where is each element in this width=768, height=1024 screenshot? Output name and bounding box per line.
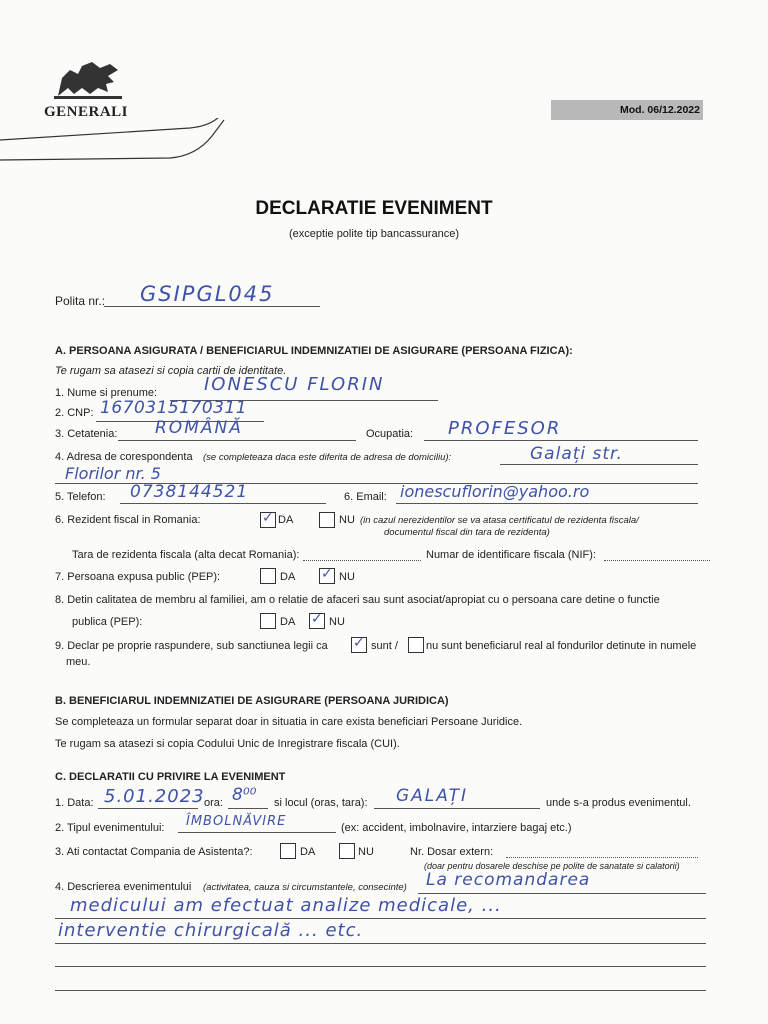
logo-text: GENERALI: [44, 104, 129, 120]
event-hour-value: 8⁰⁰: [232, 785, 257, 805]
dossier-label: Nr. Dosar extern:: [410, 846, 494, 858]
citizenship-value: ROMÂNĂ: [155, 418, 243, 438]
section-a-title: A. PERSOANA ASIGURATA / BENEFICIARUL INDEMNIZATIEI DE ASIGURARE (PERSOANA FIZICA):: [55, 345, 573, 357]
assist-label: 3. Ati contactat Compania de Asistenta?:: [55, 846, 253, 858]
event-place-value: GALAȚI: [396, 786, 469, 806]
event-type-value: ÎMBOLNĂVIRE: [186, 814, 287, 829]
event-date-label: 1. Data:: [55, 797, 94, 809]
address-value-1: Galați str.: [530, 444, 623, 464]
description-rule-2: [55, 918, 706, 919]
policy-number: GSIPGL045: [140, 282, 275, 306]
assist-da-checkbox[interactable]: [280, 843, 296, 859]
declare-sunt-checkbox[interactable]: ✓: [351, 637, 367, 653]
declare-sunt-label: sunt /: [371, 640, 398, 652]
description-note: (activitatea, cauza si circumstantele, consecinte): [203, 882, 407, 893]
cnp-label: 2. CNP:: [55, 407, 94, 419]
pep-nu-label: NU: [339, 571, 355, 583]
event-hour-label: ora:: [204, 797, 223, 809]
phone-label: 5. Telefon:: [55, 491, 106, 503]
fiscal-da-label: DA: [278, 514, 294, 526]
declare-nu-sunt-checkbox[interactable]: [408, 637, 424, 653]
occupation-line: [424, 440, 698, 441]
page-subtitle: (exceptie polite tip bancassurance): [289, 228, 459, 240]
section-a-note: Te rugam sa atasezi si copia cartii de identitate.: [55, 365, 287, 377]
fiscal-da-checkbox[interactable]: ✓: [260, 512, 276, 528]
section-b-line-2: Te rugam sa atasezi si copia Codului Unic de Inregistrare fiscala (CUI).: [55, 738, 400, 750]
dossier-note: (doar pentru dosarele deschise pe polite de sanatate si calatorii): [424, 861, 680, 871]
event-place-line: [374, 808, 540, 809]
fiscal-note-2: documentul fiscal din tara de rezidenta): [384, 527, 550, 538]
assist-da-label: DA: [300, 846, 316, 858]
dossier-line[interactable]: [506, 857, 698, 858]
family-da-label: DA: [280, 616, 296, 628]
family-nu-label: NU: [329, 616, 345, 628]
description-line-2: medicului am efectuat analize medicale, ...: [70, 895, 502, 916]
citizenship-line: [118, 440, 356, 441]
description-line-1: La recomandarea: [426, 870, 591, 890]
occupation-label: Ocupatia:: [366, 428, 414, 440]
description-rule-1: [418, 893, 706, 894]
event-date-value: 5.01.2023: [104, 786, 205, 807]
citizenship-label: 3. Cetatenia:: [55, 428, 118, 440]
section-b-title: B. BENEFICIARUL INDEMNIZATIEI DE ASIGURARE (PERSOANA JURIDICA): [55, 695, 449, 707]
pep-label: 7. Persoana expusa public (PEP):: [55, 571, 221, 583]
name-value: IONESCU FLORIN: [204, 374, 385, 395]
lion-icon: [48, 58, 128, 100]
fiscal-note-1: (in cazul nerezidentilor se va atasa certificatul de rezidenta fiscala/: [360, 515, 639, 526]
family-da-checkbox[interactable]: [260, 613, 276, 629]
assist-nu-label: NU: [358, 846, 374, 858]
tax-country-line[interactable]: [303, 560, 421, 561]
fiscal-nu-checkbox[interactable]: [319, 512, 335, 528]
page-title: DECLARATIE EVENIMENT: [255, 198, 493, 219]
fiscal-nu-label: NU: [339, 514, 355, 526]
event-place-suffix: unde s-a produs evenimentul.: [546, 797, 691, 809]
description-rule-5: [55, 990, 706, 991]
description-line-3: interventie chirurgicală ... etc.: [58, 920, 364, 941]
event-date-line: [98, 808, 198, 809]
family-label-2: publica (PEP):: [72, 616, 143, 628]
description-rule-3: [55, 943, 706, 944]
email-label: 6. Email:: [344, 491, 387, 503]
email-value: ionescuflorin@yahoo.ro: [400, 482, 590, 501]
section-c-title: C. DECLARATII CU PRIVIRE LA EVENIMENT: [55, 771, 286, 783]
event-type-label: 2. Tipul evenimentului:: [55, 822, 165, 834]
address-value-2: Florilor nr. 5: [65, 464, 161, 483]
address-label: 4. Adresa de corespondenta: [55, 451, 193, 463]
pep-nu-checkbox[interactable]: ✓: [319, 568, 335, 584]
policy-line: [104, 306, 320, 307]
address-line-1: [500, 464, 698, 465]
tax-country-label: Tara de rezidenta fiscala (alta decat Romania):: [72, 549, 300, 561]
fiscal-label: 6. Rezident fiscal in Romania:: [55, 514, 201, 526]
tax-id-line[interactable]: [604, 560, 710, 561]
phone-value: 0738144521: [130, 482, 249, 502]
declare-meu-label: meu.: [66, 656, 91, 668]
model-number: Mod. 06/12.2022: [620, 104, 700, 116]
description-label: 4. Descrierea evenimentului: [55, 881, 192, 893]
email-line: [396, 503, 698, 504]
pep-da-checkbox[interactable]: [260, 568, 276, 584]
event-type-line: [178, 832, 336, 833]
address-note: (se completeaza daca este diferita de adresa de domiciliu):: [203, 452, 452, 463]
phone-line: [120, 503, 326, 504]
family-nu-checkbox[interactable]: ✓: [309, 613, 325, 629]
family-label: 8. Detin calitatea de membru al familiei, am o relatie de afaceri sau sunt asociat/apropiat cu o persoana care detine o functie: [55, 594, 660, 606]
declare-rest-label: nu sunt beneficiarul real al fondurilor detinute in numele: [426, 640, 697, 652]
cnp-value: 1670315170311: [100, 398, 248, 418]
event-type-example: (ex: accident, imbolnavire, intarziere bagaj etc.): [341, 822, 572, 834]
declare-label: 9. Declar pe proprie raspundere, sub sanctiunea legii ca: [55, 640, 328, 652]
tax-id-label: Numar de identificare fiscala (NIF):: [426, 549, 596, 561]
event-hour-line: [228, 808, 268, 809]
description-rule-4: [55, 966, 706, 967]
policy-label: Polita nr.:: [55, 294, 106, 308]
name-label: 1. Nume si prenume:: [55, 387, 158, 399]
assist-nu-checkbox[interactable]: [339, 843, 355, 859]
section-b-line-1: Se completeaza un formular separat doar in situatia in care exista beneficiari Persoane Juridice.: [55, 716, 523, 728]
event-place-label: si locul (oras, tara):: [274, 797, 368, 809]
occupation-value: PROFESOR: [448, 418, 562, 439]
pep-da-label: DA: [280, 571, 296, 583]
header-swoosh: [0, 118, 230, 178]
